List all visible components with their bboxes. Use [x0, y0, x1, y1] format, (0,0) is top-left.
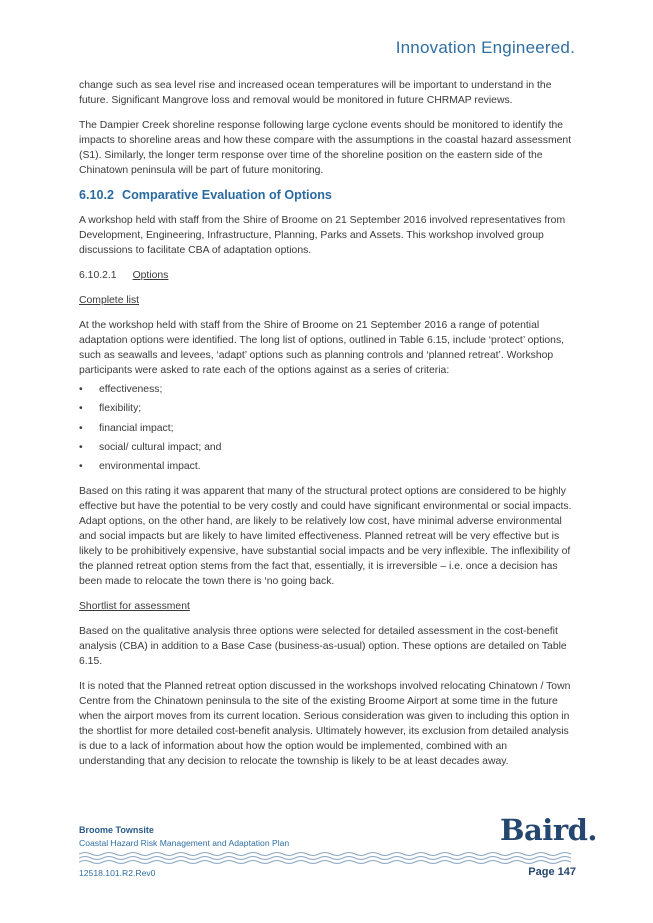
- document-body: [79, 78, 574, 779]
- shortlist-paragraph: Based on the qualitative analysis three options were selected for detailed assessment in the cost-benefit analysis (CBA) in addition to a Base Case (business-as-usual) option. These options are detailed on Table 6.15.: [79, 626, 567, 668]
- section-title: Comparative Evaluation of Options: [122, 188, 332, 202]
- analysis-paragraph: Based on this rating it was apparent that many of the structural protect options are considered to be highly effective but have the potential to be very costly and could have significant environmental or social impacts. Adapt options, on the other hand, are likely to be relatively low cost, have minimal adverse environmental and social impacts but are likely to have limited effectiveness. Planned retreat will be very effective but is likely to be prohibitively expensive, have substantial social impacts and be very inflexible. The inflexibility of the planned retreat option stems from the fact that, essentially, it is irreversible – i.e. once a decision has been made to relocate the town there is ‘no going back.: [79, 486, 572, 588]
- footer-subtitle: Coastal Hazard Risk Management and Adaptation Plan: [79, 838, 290, 848]
- list-item: • effectiveness;: [79, 382, 574, 397]
- header-tagline: Innovation Engineered.: [395, 38, 575, 57]
- paragraph: change such as sea level rise and increased ocean temperatures will be important to understand in the future. Significant Mangrove loss and removal would be monitored in future CHRMAP reviews.: [79, 80, 552, 106]
- shortlist-heading: Shortlist for assessment: [79, 601, 190, 613]
- section-number: 6.10.2: [79, 188, 115, 202]
- paragraph: The Dampier Creek shoreline response following large cyclone events should be monitored to identify the impacts to shoreline areas and how these compare with the assumptions in the coastal hazard assessment (S1). Similarly, the longer term response over time of the shoreline position on the eastern side of the Chinatown peninsula will be part of future monitoring.: [79, 120, 572, 176]
- section-heading: [79, 188, 574, 203]
- list-item: • social/ cultural impact; and: [79, 440, 574, 455]
- list-item: • environmental impact.: [79, 459, 574, 474]
- complete-list-intro: At the workshop held with staff from the Shire of Broome on 21 September 2016 a range of potential adaptation options were identified. The long list of options, outlined in Table 6.15, include ‘protect’ options, such as seawalls and levees, ‘adapt’ options such as planning controls and ‘planned retreat’. Workshop participants were asked to rate each of the options against as a series of criteria:: [79, 320, 565, 376]
- document-reference: 12518.101.R2.Rev0: [79, 868, 156, 878]
- complete-list-heading: Complete list: [79, 295, 140, 306]
- footer-title: Broome Townsite: [79, 825, 154, 835]
- shortlist-paragraph: It is noted that the Planned retreat option discussed in the workshops involved relocating Chinatown / Town Centre from the Chinatown peninsula to the site of the existing Broome Airport at some time in the future when the airport moves from its current location. Serious consideration was given to including this option in the shortlist for more detailed cost-benefit analysis. Ultimately however, its exclusion from detailed analysis is due to a lack of information about how the option would be implemented, combined with an understanding that any decision to relocate the township is likely to be at least decades away.: [79, 681, 571, 768]
- subsection-heading: [79, 268, 574, 283]
- subsection-number: 6.10.2.1: [79, 270, 117, 281]
- section-intro: A workshop held with staff from the Shire of Broome on 21 September 2016 involved representatives from Development, Engineering, Infrastructure, Planning, Parks and Assets. This workshop involved group discussions to facilitate CBA of adaptation options.: [79, 215, 566, 256]
- criteria-list: [79, 382, 574, 474]
- footer-wave-divider: [79, 851, 576, 865]
- subsection-title: Options: [132, 270, 169, 281]
- list-item: • flexibility;: [79, 401, 574, 416]
- list-item: • financial impact;: [79, 421, 574, 436]
- baird-logo: Baird.: [500, 813, 597, 847]
- page-number: Page 147: [528, 866, 576, 878]
